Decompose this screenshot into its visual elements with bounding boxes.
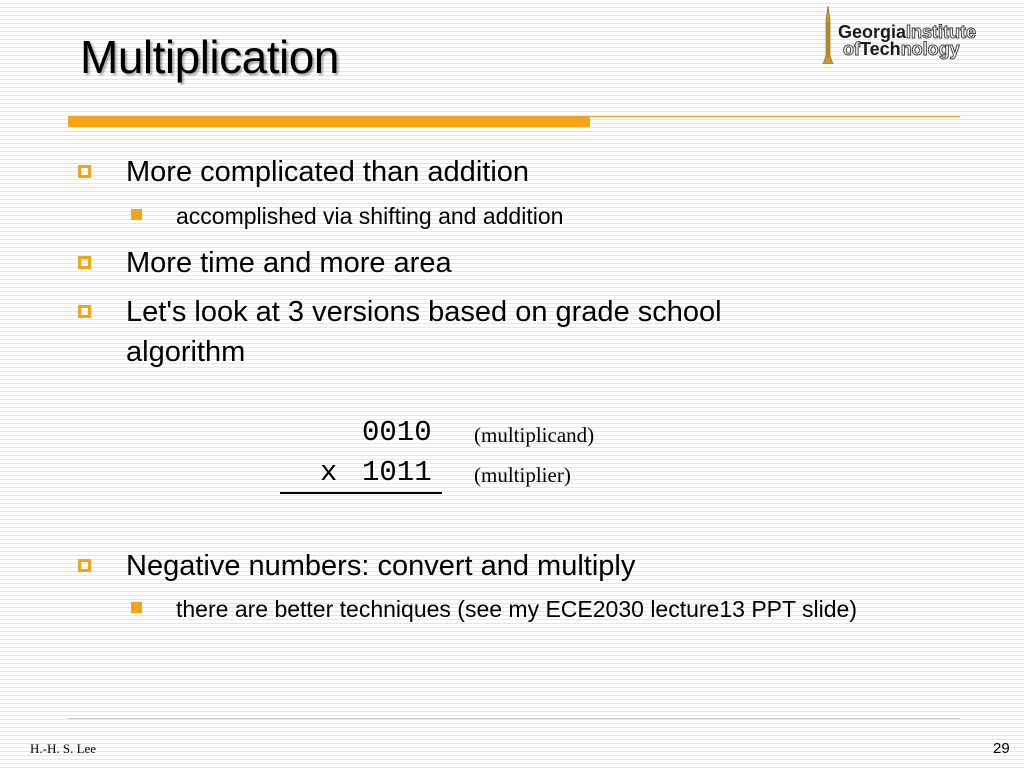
footer-divider (68, 718, 960, 719)
hollow-square-bullet-icon (78, 256, 91, 269)
sub-bullet-text: accomplished via shifting and addition (176, 203, 564, 229)
hollow-square-bullet-icon (78, 165, 91, 178)
bullet-item (78, 292, 838, 372)
logo-line-2: ofTechnology (843, 39, 960, 59)
bullet-text: More complicated than addition (126, 156, 530, 188)
bullet-item (78, 152, 958, 192)
bullet-item (78, 243, 958, 283)
bullet-item (78, 546, 958, 586)
bullet-text: More time and more area (126, 247, 452, 279)
multiplicand-value: 0010 (362, 416, 432, 449)
sub-bullet-item (131, 200, 931, 233)
filled-square-bullet-icon (131, 209, 142, 220)
bullet-text: Let's look at 3 versions based on grade school algorithm (126, 296, 722, 368)
tower-spire-icon (822, 6, 834, 64)
bullet-text: Negative numbers: convert and multiply (126, 550, 636, 582)
page-number: 29 (993, 740, 1010, 757)
title-accent-line (590, 116, 960, 117)
footer-author: H.-H. S. Lee (30, 741, 97, 756)
multiplier-label: (multiplier) (474, 463, 571, 487)
georgia-tech-logo (818, 6, 1018, 68)
hollow-square-bullet-icon (78, 559, 91, 572)
sub-bullet-item (131, 593, 961, 626)
filled-square-bullet-icon (131, 602, 142, 613)
operator-symbol: x (320, 456, 338, 489)
sum-underline (280, 492, 442, 494)
hollow-square-bullet-icon (78, 305, 91, 318)
slide-title: Multiplication (80, 31, 339, 83)
title-accent-bar (68, 116, 590, 127)
sub-bullet-text: there are better techniques (see my ECE2030 lecture13 PPT slide) (176, 596, 857, 622)
multiplicand-label: (multiplicand) (474, 423, 595, 447)
logo-line-1: GeorgiaInstitute (838, 22, 977, 42)
multiplier-value: 1011 (362, 456, 432, 489)
